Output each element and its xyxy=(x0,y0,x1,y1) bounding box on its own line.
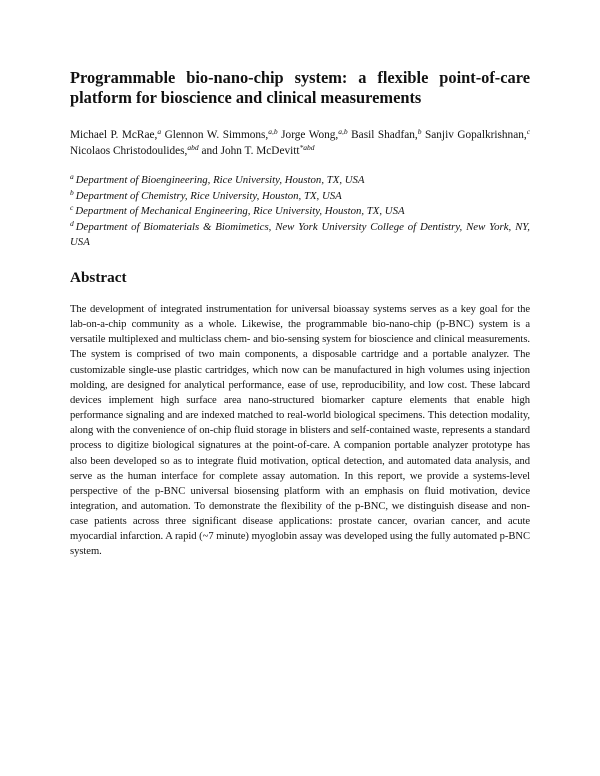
author: Jorge Wong,$^{a,b}$ xyxy=(281,127,348,141)
abstract-heading: Abstract xyxy=(70,268,127,286)
affiliation: $^c$ Department of Mechanical Engineering, Rice University, Houston, TX, USA xyxy=(70,203,405,218)
author: and John T. McDevitt$^{*abd}$ xyxy=(201,143,315,157)
author: Glennon W. Simmons,$^{a,b}$ xyxy=(164,127,278,141)
author: Nicolaos Christodoulides,$^{abd}$ xyxy=(70,143,199,157)
author: Basil Shadfan,$^b$ xyxy=(351,127,422,141)
author-list xyxy=(70,127,530,159)
author: Michael P. McRae,$^a$ xyxy=(70,127,162,141)
affiliation: $^a$ Department of Bioengineering, Rice University, Houston, TX, USA xyxy=(70,172,365,186)
affiliation-list xyxy=(70,173,530,251)
affiliation: $^b$ Department of Chemistry, Rice University, Houston, TX, USA xyxy=(70,187,342,202)
abstract-text: The development of integrated instrumentation for universal bioassay systems serves as a key goal for the lab-on-a-chip community as a whole. Likewise, the programmable bio-nano-chip (p-BNC) system is a versatile multiplexed and multiclass chem- and bio-sensing system for bioscience and clinical measurements. The system is comprised of two main components, a disposable cartridge and a portable analyzer. The customizable single-use plastic cartridges, which now can be manufactured in high volumes using injection molding, are designed for analytical performance, ease of use, reproducibility, and low cost. These labcard devices implement high surface area nano-structured biomarker capture elements that enable high performance signaling and are indexed matched to real-world biological specimens. This detection modality, along with the convenience of on-chip fluid storage in blisters and self-contained waste, represents a standard process to digitize biological signatures at the point-of-care. A companion portable analyzer prototype has also been developed so as to integrate fluid motivation, optical detection, and automated data analysis, and serve as the human interface for complete assay automation. In this report, we provide a systems-level perspective of the p-BNC universal biosensing platform with an emphasis on fluid motivation, device integration, and automation. To demonstrate the flexibility of the p-BNC, we distinguish disease and non-case patients across three significant disease applications: prostate cancer, ovarian cancer, and acute myocardial infarction. A rapid (~7 minute) myoglobin assay was developed using the fully automated p-BNC system. xyxy=(70,303,530,558)
paper-title: Programmable bio-nano-chip system: a flexible point-of-care platform for bioscience and clinical measurements xyxy=(70,68,530,107)
affiliation: $^d$ Department of Biomaterials & Biomimetics, New York University College of Dentistry, New York, NY, USA xyxy=(70,218,530,249)
author: Sanjiv Gopalkrishnan,$^c$ xyxy=(424,127,531,141)
